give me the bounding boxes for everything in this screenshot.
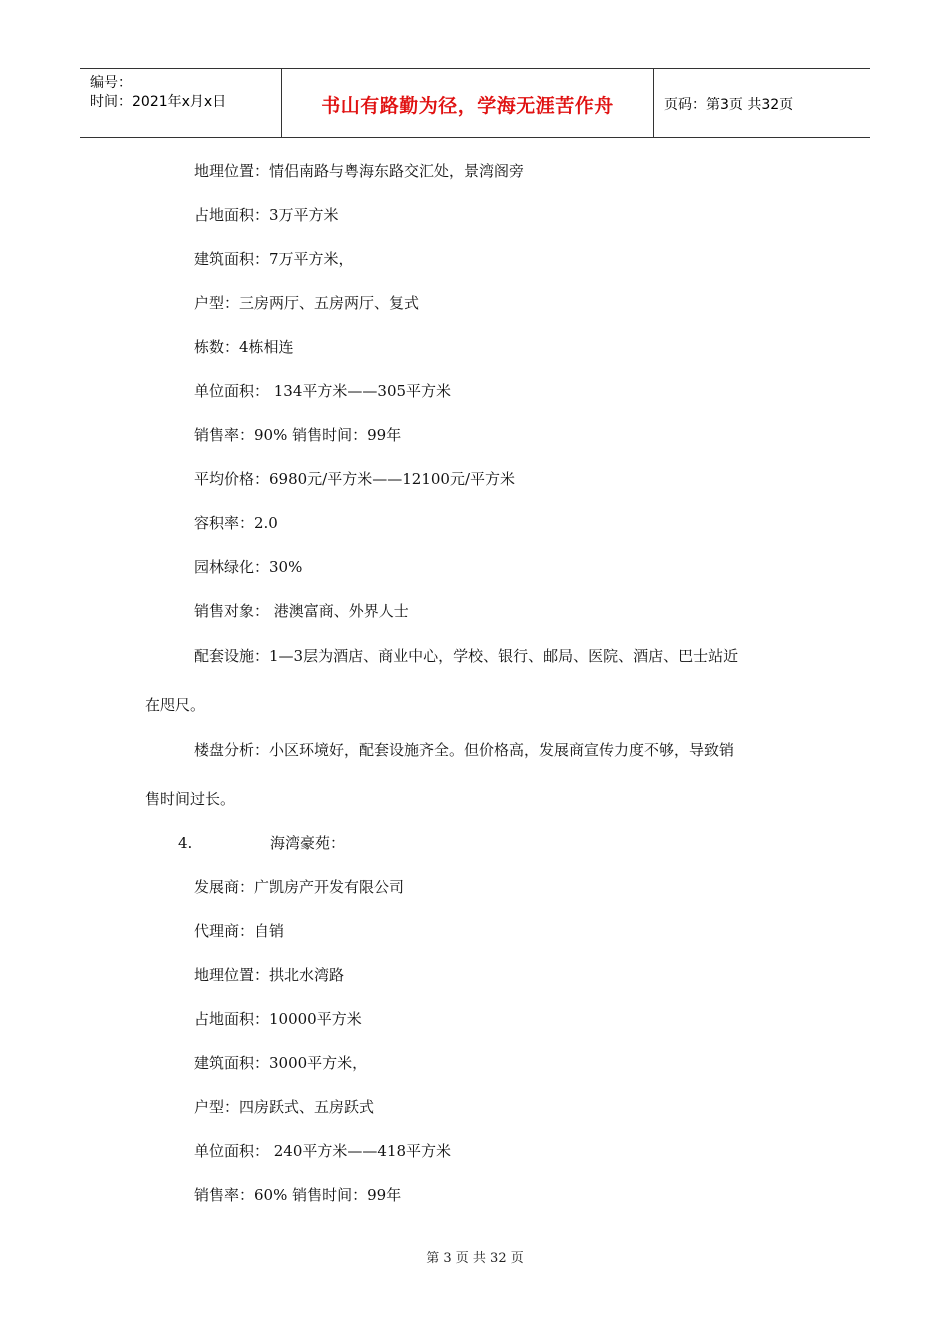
body-line: 发展商：广凯房产开发有限公司 (194, 878, 405, 896)
body-line: 在咫尺。 (145, 696, 206, 714)
body-line: 栋数：4栋相连 (194, 338, 294, 356)
body-line: 配套设施：1—3层为酒店、商业中心，学校、银行、邮局、医院、酒店、巴士站近 (194, 647, 739, 665)
body-line: 平均价格：6980元/平方米——12100元/平方米 (194, 470, 515, 488)
body-line: 户型：三房两厅、五房两厅、复式 (194, 294, 420, 312)
body-line: 建筑面积：3000平方米， (194, 1054, 368, 1072)
body-line: 占地面积：3万平方米 (194, 206, 339, 224)
body-line: 园林绿化：30% (194, 558, 303, 576)
body-line: 单位面积： 240平方米——418平方米 (194, 1142, 452, 1160)
body-line: 售时间过长。 (145, 790, 236, 808)
body-line: 代理商：自销 (194, 922, 285, 940)
body-line: 占地面积：10000平方米 (194, 1010, 362, 1028)
body-line: 建筑面积：7万平方米， (194, 250, 354, 268)
body-line: 地理位置：情侣南路与粤海东路交汇处，景湾阁旁 (194, 162, 525, 180)
header-page-cell (654, 69, 870, 137)
header-motto-cell (282, 69, 654, 137)
body-line: 销售率：60% 销售时间：99年 (194, 1186, 402, 1204)
page-header (80, 68, 870, 138)
body-line: 销售对象： 港澳富商、外界人士 (194, 602, 409, 620)
body-line: 楼盘分析：小区环境好，配套设施齐全。但价格高，发展商宣传力度不够，导致销 (194, 741, 735, 759)
document-number-label: 编号： (90, 75, 132, 91)
header-page-info: 页码：第3页 共32页 (664, 97, 794, 113)
header-motto: 书山有路勤为径，学海无涯苦作舟 (321, 95, 614, 117)
body-line: 单位面积： 134平方米——305平方米 (194, 382, 452, 400)
body-line: 户型：四房跃式、五房跃式 (194, 1098, 375, 1116)
body-line: 地理位置：拱北水湾路 (194, 966, 345, 984)
page-footer: 第 3 页 共 32 页 (426, 1251, 524, 1266)
body-line: 容积率：2.0 (194, 514, 278, 532)
body-line: 销售率：90% 销售时间：99年 (194, 426, 402, 444)
section-title: 海湾豪苑： (270, 834, 346, 852)
document-time-label: 时间：2021年x月x日 (90, 94, 227, 110)
header-meta-cell (80, 69, 282, 137)
section-number: 4. (178, 834, 193, 852)
